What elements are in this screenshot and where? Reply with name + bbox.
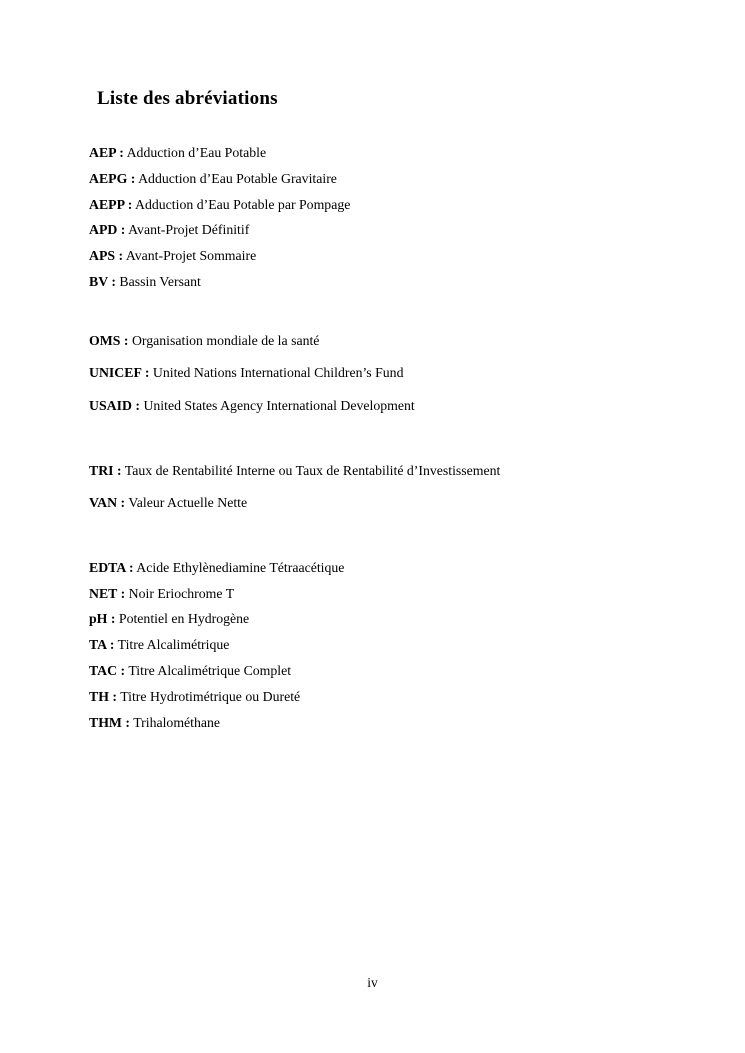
abbreviation-item bbox=[89, 192, 690, 218]
abbreviation-definition: Noir Eriochrome T bbox=[128, 585, 235, 601]
abbreviation-definition: Taux de Rentabilité Interne ou Taux de Rentabilité d’Investissement bbox=[124, 462, 501, 478]
abbreviation-term: AEPG : bbox=[89, 170, 136, 186]
abbreviation-item bbox=[89, 390, 690, 423]
abbreviation-item bbox=[89, 606, 690, 632]
abbreviation-definition: Adduction d’Eau Potable Gravitaire bbox=[138, 170, 337, 186]
abbreviation-item bbox=[89, 710, 690, 736]
abbreviation-item bbox=[89, 658, 690, 684]
abbreviation-term: VAN : bbox=[89, 495, 126, 511]
abbreviation-term: UNICEF : bbox=[89, 365, 150, 381]
abbreviation-term: AEP : bbox=[89, 145, 124, 160]
abbreviation-item bbox=[89, 632, 690, 658]
page-number: iv bbox=[367, 975, 378, 990]
abbreviation-definition: Titre Alcalimétrique Complet bbox=[128, 662, 292, 678]
abbreviation-definition: Bassin Versant bbox=[119, 273, 201, 289]
abbreviation-definition: Adduction d’Eau Potable par Pompage bbox=[135, 196, 351, 212]
abbreviation-term: USAID : bbox=[89, 397, 140, 413]
abbreviation-term: AEPP : bbox=[89, 196, 133, 212]
abbreviation-definition: Avant-Projet Définitif bbox=[128, 222, 250, 238]
abbreviation-term: NET : bbox=[89, 585, 126, 601]
abbreviation-item bbox=[89, 555, 690, 581]
abbreviation-definition: Valeur Actuelle Nette bbox=[128, 495, 248, 511]
abbreviation-definition: Adduction d’Eau Potable bbox=[126, 145, 267, 160]
abbreviation-item bbox=[89, 243, 690, 269]
abbreviation-term: BV : bbox=[89, 273, 116, 289]
abbreviation-term: APD : bbox=[89, 222, 126, 238]
abbreviation-term: THM : bbox=[89, 714, 130, 730]
abbreviation-term: TH : bbox=[89, 688, 117, 704]
abbreviation-item bbox=[89, 140, 690, 166]
abbreviation-term: TAC : bbox=[89, 662, 126, 678]
abbreviation-term: TRI : bbox=[89, 462, 122, 478]
abbreviation-item bbox=[89, 217, 690, 243]
abbreviation-definition: Acide Ethylènediamine Tétraacétique bbox=[136, 559, 345, 575]
abbreviation-item bbox=[89, 325, 690, 358]
abbreviation-definition: United Nations International Children’s Fund bbox=[152, 365, 404, 381]
abbreviation-group-general bbox=[89, 140, 690, 295]
page-title: Liste des abréviations bbox=[97, 88, 278, 109]
abbreviation-item bbox=[89, 487, 690, 520]
abbreviation-item bbox=[89, 581, 690, 607]
abbreviation-definition: Avant-Projet Sommaire bbox=[125, 248, 257, 264]
abbreviation-term: EDTA : bbox=[89, 559, 134, 575]
abbreviation-definition: Potentiel en Hydrogène bbox=[118, 611, 250, 627]
abbreviation-term: APS : bbox=[89, 248, 124, 264]
abbreviation-group-chemistry bbox=[89, 555, 690, 736]
abbreviation-item bbox=[89, 684, 690, 710]
abbreviation-item bbox=[89, 269, 690, 295]
abbreviation-term: pH : bbox=[89, 611, 116, 627]
abbreviation-item bbox=[89, 166, 690, 192]
abbreviation-definition: Trihalométhane bbox=[133, 714, 221, 730]
abbreviation-definition: Titre Hydrotimétrique ou Dureté bbox=[120, 688, 301, 704]
abbreviation-term: TA : bbox=[89, 637, 115, 653]
abbreviation-definition: Organisation mondiale de la santé bbox=[131, 332, 320, 348]
abbreviation-definition: United States Agency International Development bbox=[143, 397, 415, 413]
abbreviation-group-organizations bbox=[89, 325, 690, 423]
abbreviation-group-finance bbox=[89, 455, 690, 520]
abbreviation-item bbox=[89, 357, 690, 390]
abbreviation-term: OMS : bbox=[89, 332, 129, 348]
abbreviation-item bbox=[89, 455, 690, 488]
abbreviation-definition: Titre Alcalimétrique bbox=[117, 637, 230, 653]
